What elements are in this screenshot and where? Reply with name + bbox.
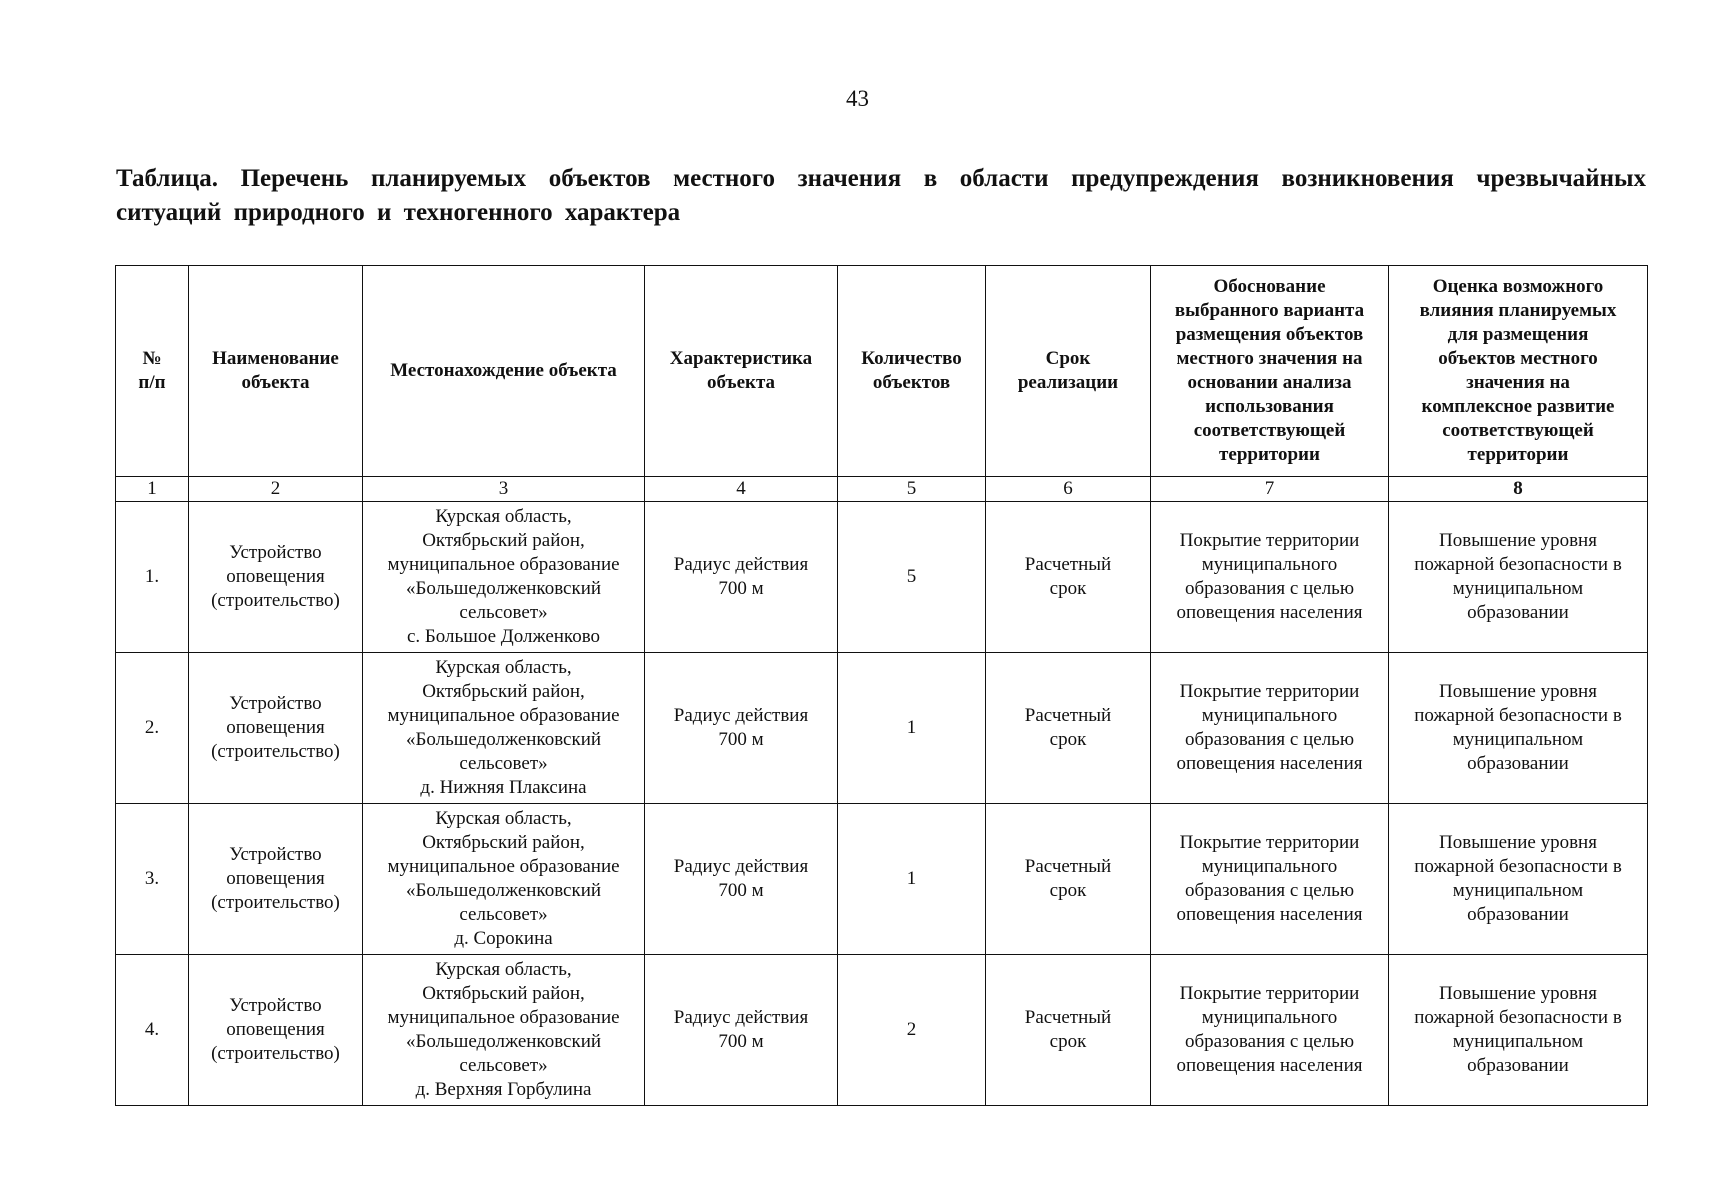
- object-location: Курская область, Октябрьский район, муниципальное образование «Большедолженковский сельсовет» д. Сорокина: [363, 804, 645, 955]
- column-number: 2: [189, 477, 363, 502]
- object-term: Расчетный срок: [986, 502, 1151, 653]
- object-count: 1: [838, 804, 986, 955]
- table-row: [116, 653, 1648, 804]
- object-count: 5: [838, 502, 986, 653]
- object-name: Устройство оповещения (строительство): [189, 653, 363, 804]
- column-number-row: [116, 477, 1648, 502]
- object-justification: Покрытие территории муниципального образования с целью оповещения населения: [1151, 502, 1389, 653]
- object-count: 1: [838, 653, 986, 804]
- table-title: Таблица. Перечень планируемых объектов местного значения в области предупреждения возникновения чрезвычайных ситуаций природного и техногенного характера: [116, 165, 1646, 226]
- object-location: Курская область, Октябрьский район, муниципальное образование «Большедолженковский сельсовет» д. Верхняя Горбулина: [363, 955, 645, 1106]
- object-term: Расчетный срок: [986, 804, 1151, 955]
- column-number: 6: [986, 477, 1151, 502]
- object-name: Устройство оповещения (строительство): [189, 804, 363, 955]
- row-number: 2.: [116, 653, 189, 804]
- header-count: Количество объектов: [838, 266, 986, 477]
- object-assessment: Повышение уровня пожарной безопасности в муниципальном образовании: [1389, 955, 1648, 1106]
- object-term: Расчетный срок: [986, 955, 1151, 1106]
- objects-table: [115, 265, 1648, 1106]
- column-number: 5: [838, 477, 986, 502]
- object-characteristic: Радиус действия 700 м: [645, 502, 838, 653]
- object-term: Расчетный срок: [986, 653, 1151, 804]
- header-name: Наименование объекта: [189, 266, 363, 477]
- header-row: [116, 266, 1648, 477]
- object-characteristic: Радиус действия 700 м: [645, 955, 838, 1106]
- header-characteristic: Характеристика объекта: [645, 266, 838, 477]
- object-location: Курская область, Октябрьский район, муниципальное образование «Большедолженковский сельсовет» с. Большое Долженково: [363, 502, 645, 653]
- row-number: 4.: [116, 955, 189, 1106]
- object-assessment: Повышение уровня пожарной безопасности в муниципальном образовании: [1389, 804, 1648, 955]
- page-number: 43: [846, 86, 869, 111]
- table-row: [116, 955, 1648, 1106]
- object-justification: Покрытие территории муниципального образования с целью оповещения населения: [1151, 653, 1389, 804]
- header-assessment: Оценка возможного влияния планируемых для размещения объектов местного значения на комплексное развитие соответствующей территории: [1389, 266, 1648, 477]
- object-name: Устройство оповещения (строительство): [189, 502, 363, 653]
- object-justification: Покрытие территории муниципального образования с целью оповещения населения: [1151, 955, 1389, 1106]
- header-number: № п/п: [116, 266, 189, 477]
- object-characteristic: Радиус действия 700 м: [645, 653, 838, 804]
- object-count: 2: [838, 955, 986, 1106]
- header-justification: Обоснование выбранного варианта размещения объектов местного значения на основании анализа использования соответствующей территории: [1151, 266, 1389, 477]
- object-justification: Покрытие территории муниципального образования с целью оповещения населения: [1151, 804, 1389, 955]
- column-number: 8: [1389, 477, 1648, 502]
- column-number: 7: [1151, 477, 1389, 502]
- header-location: Местонахождение объекта: [363, 266, 645, 477]
- object-location: Курская область, Октябрьский район, муниципальное образование «Большедолженковский сельсовет» д. Нижняя Плаксина: [363, 653, 645, 804]
- row-number: 3.: [116, 804, 189, 955]
- table-row: [116, 804, 1648, 955]
- column-number: 4: [645, 477, 838, 502]
- table-row: [116, 502, 1648, 653]
- object-assessment: Повышение уровня пожарной безопасности в муниципальном образовании: [1389, 653, 1648, 804]
- row-number: 1.: [116, 502, 189, 653]
- object-assessment: Повышение уровня пожарной безопасности в муниципальном образовании: [1389, 502, 1648, 653]
- column-number: 1: [116, 477, 189, 502]
- object-name: Устройство оповещения (строительство): [189, 955, 363, 1106]
- object-characteristic: Радиус действия 700 м: [645, 804, 838, 955]
- column-number: 3: [363, 477, 645, 502]
- header-term: Срок реализации: [986, 266, 1151, 477]
